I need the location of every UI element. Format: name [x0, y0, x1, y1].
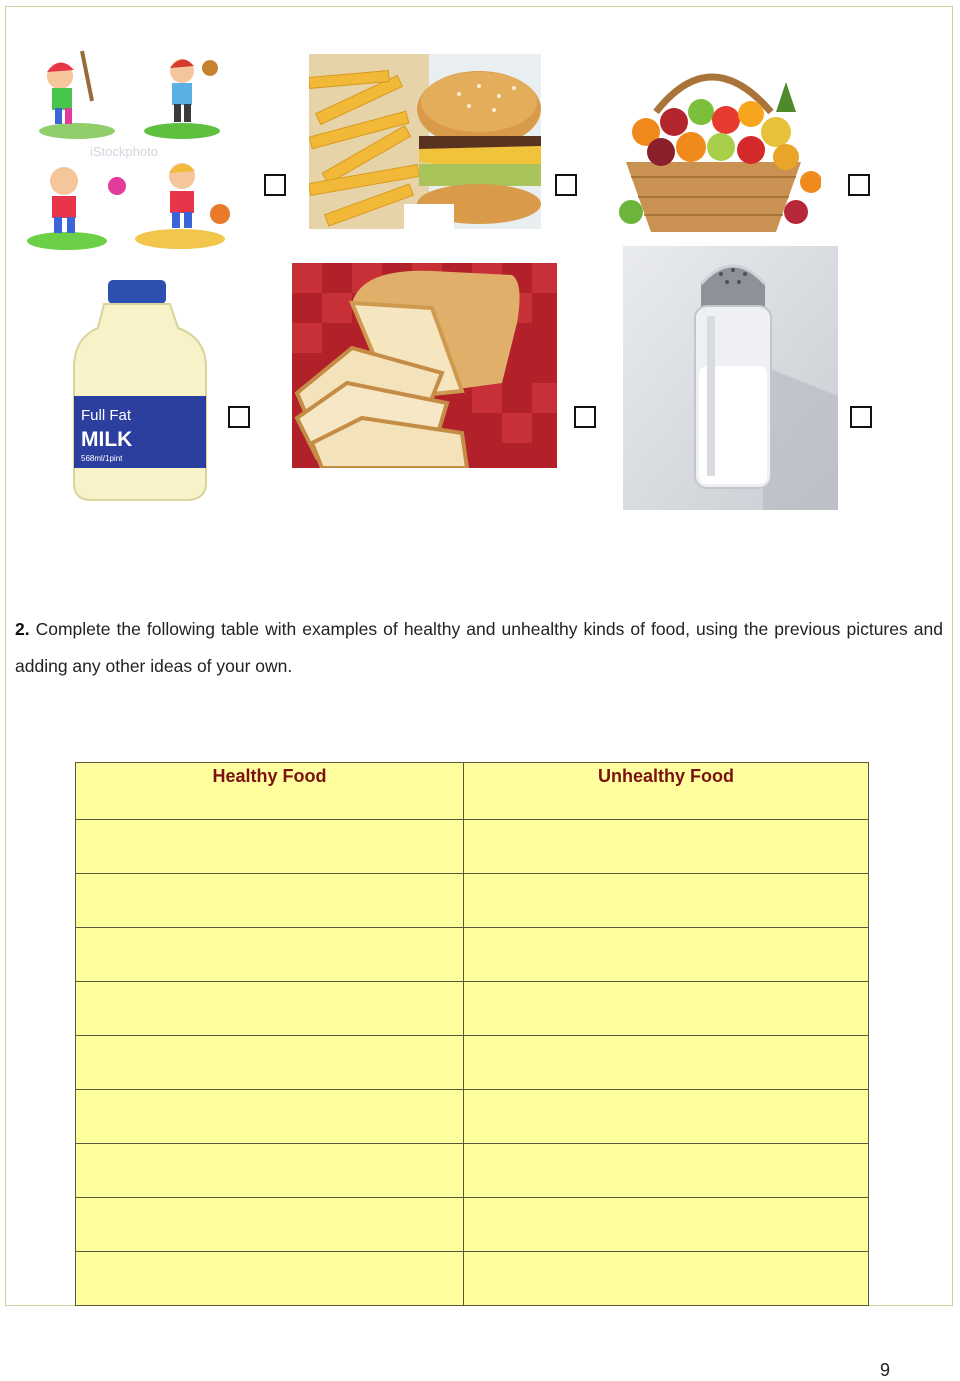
table-row: [76, 1144, 869, 1198]
milk-bottle-image: [66, 278, 216, 504]
instruction-text: Complete the following table with examples of healthy and unhealthy kinds of food, using the previous pictures and adding any other ideas of your own.: [15, 619, 943, 676]
unhealthy-cell[interactable]: [464, 820, 869, 874]
unhealthy-cell[interactable]: [464, 874, 869, 928]
bread-image: [292, 263, 557, 468]
unhealthy-cell[interactable]: [464, 928, 869, 982]
milk-label-fullfat: Full Fat: [81, 407, 132, 424]
checkbox-fruit[interactable]: [848, 174, 870, 196]
checkbox-bread[interactable]: [574, 406, 596, 428]
healthy-cell[interactable]: [76, 928, 464, 982]
header-unhealthy-food: Unhealthy Food: [464, 763, 869, 820]
unhealthy-cell[interactable]: [464, 1036, 869, 1090]
page-number: 9: [880, 1360, 891, 1380]
fruit-basket-image: [606, 52, 821, 242]
unhealthy-cell[interactable]: [464, 1252, 869, 1306]
burger-fries-image: [309, 54, 541, 229]
unhealthy-cell[interactable]: [464, 1198, 869, 1252]
table-row: [76, 928, 869, 982]
checkbox-milk[interactable]: [228, 406, 250, 428]
unhealthy-cell[interactable]: [464, 1144, 869, 1198]
instruction-paragraph: [15, 611, 943, 685]
healthy-cell[interactable]: [76, 1198, 464, 1252]
healthy-cell[interactable]: [76, 1036, 464, 1090]
question-number: 2.: [15, 619, 30, 639]
table-row: [76, 1252, 869, 1306]
checkbox-burger[interactable]: [555, 174, 577, 196]
healthy-cell[interactable]: [76, 1144, 464, 1198]
table-row: [76, 1036, 869, 1090]
food-table: [75, 762, 869, 1306]
table-row: [76, 1198, 869, 1252]
table-row: [76, 982, 869, 1036]
table-row: [76, 1090, 869, 1144]
salt-shaker-image: [623, 246, 838, 510]
table-row: [76, 874, 869, 928]
watermark-text: iStockphoto: [90, 144, 158, 159]
kids-sports-image: [22, 46, 240, 256]
table-header-row: [76, 763, 869, 820]
milk-label-volume: 568ml/1pint: [81, 454, 123, 463]
milk-label-milk: MILK: [81, 428, 133, 451]
healthy-cell[interactable]: [76, 982, 464, 1036]
unhealthy-cell[interactable]: [464, 982, 869, 1036]
checkbox-salt[interactable]: [850, 406, 872, 428]
healthy-cell[interactable]: [76, 1252, 464, 1306]
table-row: [76, 820, 869, 874]
healthy-cell[interactable]: [76, 874, 464, 928]
checkbox-kids[interactable]: [264, 174, 286, 196]
unhealthy-cell[interactable]: [464, 1090, 869, 1144]
healthy-cell[interactable]: [76, 1090, 464, 1144]
healthy-cell[interactable]: [76, 820, 464, 874]
header-healthy-food: Healthy Food: [76, 763, 464, 820]
